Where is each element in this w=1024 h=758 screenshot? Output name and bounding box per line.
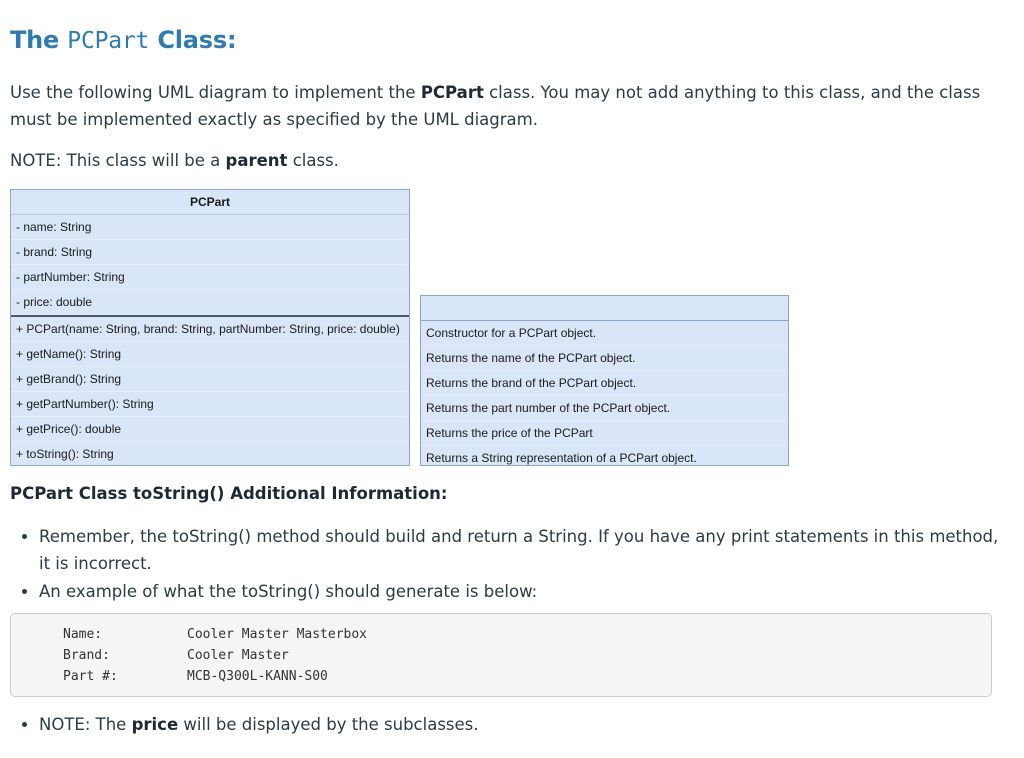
section-subheading: PCPart Class toString() Additional Information: xyxy=(10,484,448,503)
uml-attribute: - price: double xyxy=(11,290,409,315)
title-suffix: Class: xyxy=(149,26,237,54)
final-note-list xyxy=(10,711,999,738)
page-title xyxy=(10,26,236,54)
uml-description: Returns the name of the PCPart object. xyxy=(421,346,788,371)
list-item: • Remember, the toString() method should build and return a String. If you have any print statements in this method, it is incorrect. xyxy=(39,523,999,577)
uml-description: Constructor for a PCPart object. xyxy=(421,321,788,346)
example-value: Cooler Master xyxy=(187,648,289,663)
note-paragraph xyxy=(10,147,339,174)
example-value: MCB-Q300L-KANN-S00 xyxy=(187,669,328,684)
uml-method: + toString(): String xyxy=(16,447,114,461)
intro-paragraph xyxy=(10,79,1000,133)
uml-method: + getPrice(): double xyxy=(11,417,409,442)
intro-bold: PCPart xyxy=(420,83,484,102)
example-label: Part #: xyxy=(63,669,118,684)
uml-class-table xyxy=(10,189,410,466)
uml-method: + getPartNumber(): String xyxy=(11,392,409,417)
example-label: Name: xyxy=(63,627,103,642)
example-label: Brand: xyxy=(63,648,110,663)
uml-method: + getBrand(): String xyxy=(11,367,409,392)
info-list xyxy=(10,523,999,605)
note-bold: parent xyxy=(225,151,288,170)
uml-attribute: - partNumber: String xyxy=(11,265,409,290)
final-note-bold: price xyxy=(131,715,179,734)
uml-description: Returns the price of the PCPart xyxy=(421,421,788,446)
list-item xyxy=(39,711,999,738)
final-note-text-1: NOTE: The xyxy=(39,715,132,734)
code-example-box xyxy=(10,613,992,697)
uml-method: + getName(): String xyxy=(11,342,409,367)
title-code: PCPart xyxy=(67,28,150,54)
uml-method: + PCPart(name: String, brand: String, partNumber: String, price: double) xyxy=(11,315,409,342)
example-value: Cooler Master Masterbox xyxy=(187,627,368,642)
uml-description-table xyxy=(420,295,789,466)
note-text-1: NOTE: This class will be a xyxy=(10,151,226,170)
uml-attribute: - name: String xyxy=(11,215,409,240)
final-note-text-2: will be displayed by the subclasses. xyxy=(178,715,479,734)
uml-class-name: PCPart xyxy=(11,190,409,215)
uml-description: Returns a String representation of a PCPart object. xyxy=(426,451,697,465)
intro-text-1: Use the following UML diagram to implement the xyxy=(10,83,421,102)
note-text-2: class. xyxy=(287,151,339,170)
uml-description-header xyxy=(421,296,788,321)
list-item: • An example of what the toString() should generate is below: xyxy=(39,578,999,605)
uml-attribute: - brand: String xyxy=(11,240,409,265)
title-prefix: The xyxy=(10,26,68,54)
uml-description: Returns the brand of the PCPart object. xyxy=(421,371,788,396)
intro-text-2: class. You may not add anything to this class, and the class must be implemented exactly as specified by the UML diagram. xyxy=(10,83,981,129)
uml-description: Returns the part number of the PCPart object. xyxy=(421,396,788,421)
